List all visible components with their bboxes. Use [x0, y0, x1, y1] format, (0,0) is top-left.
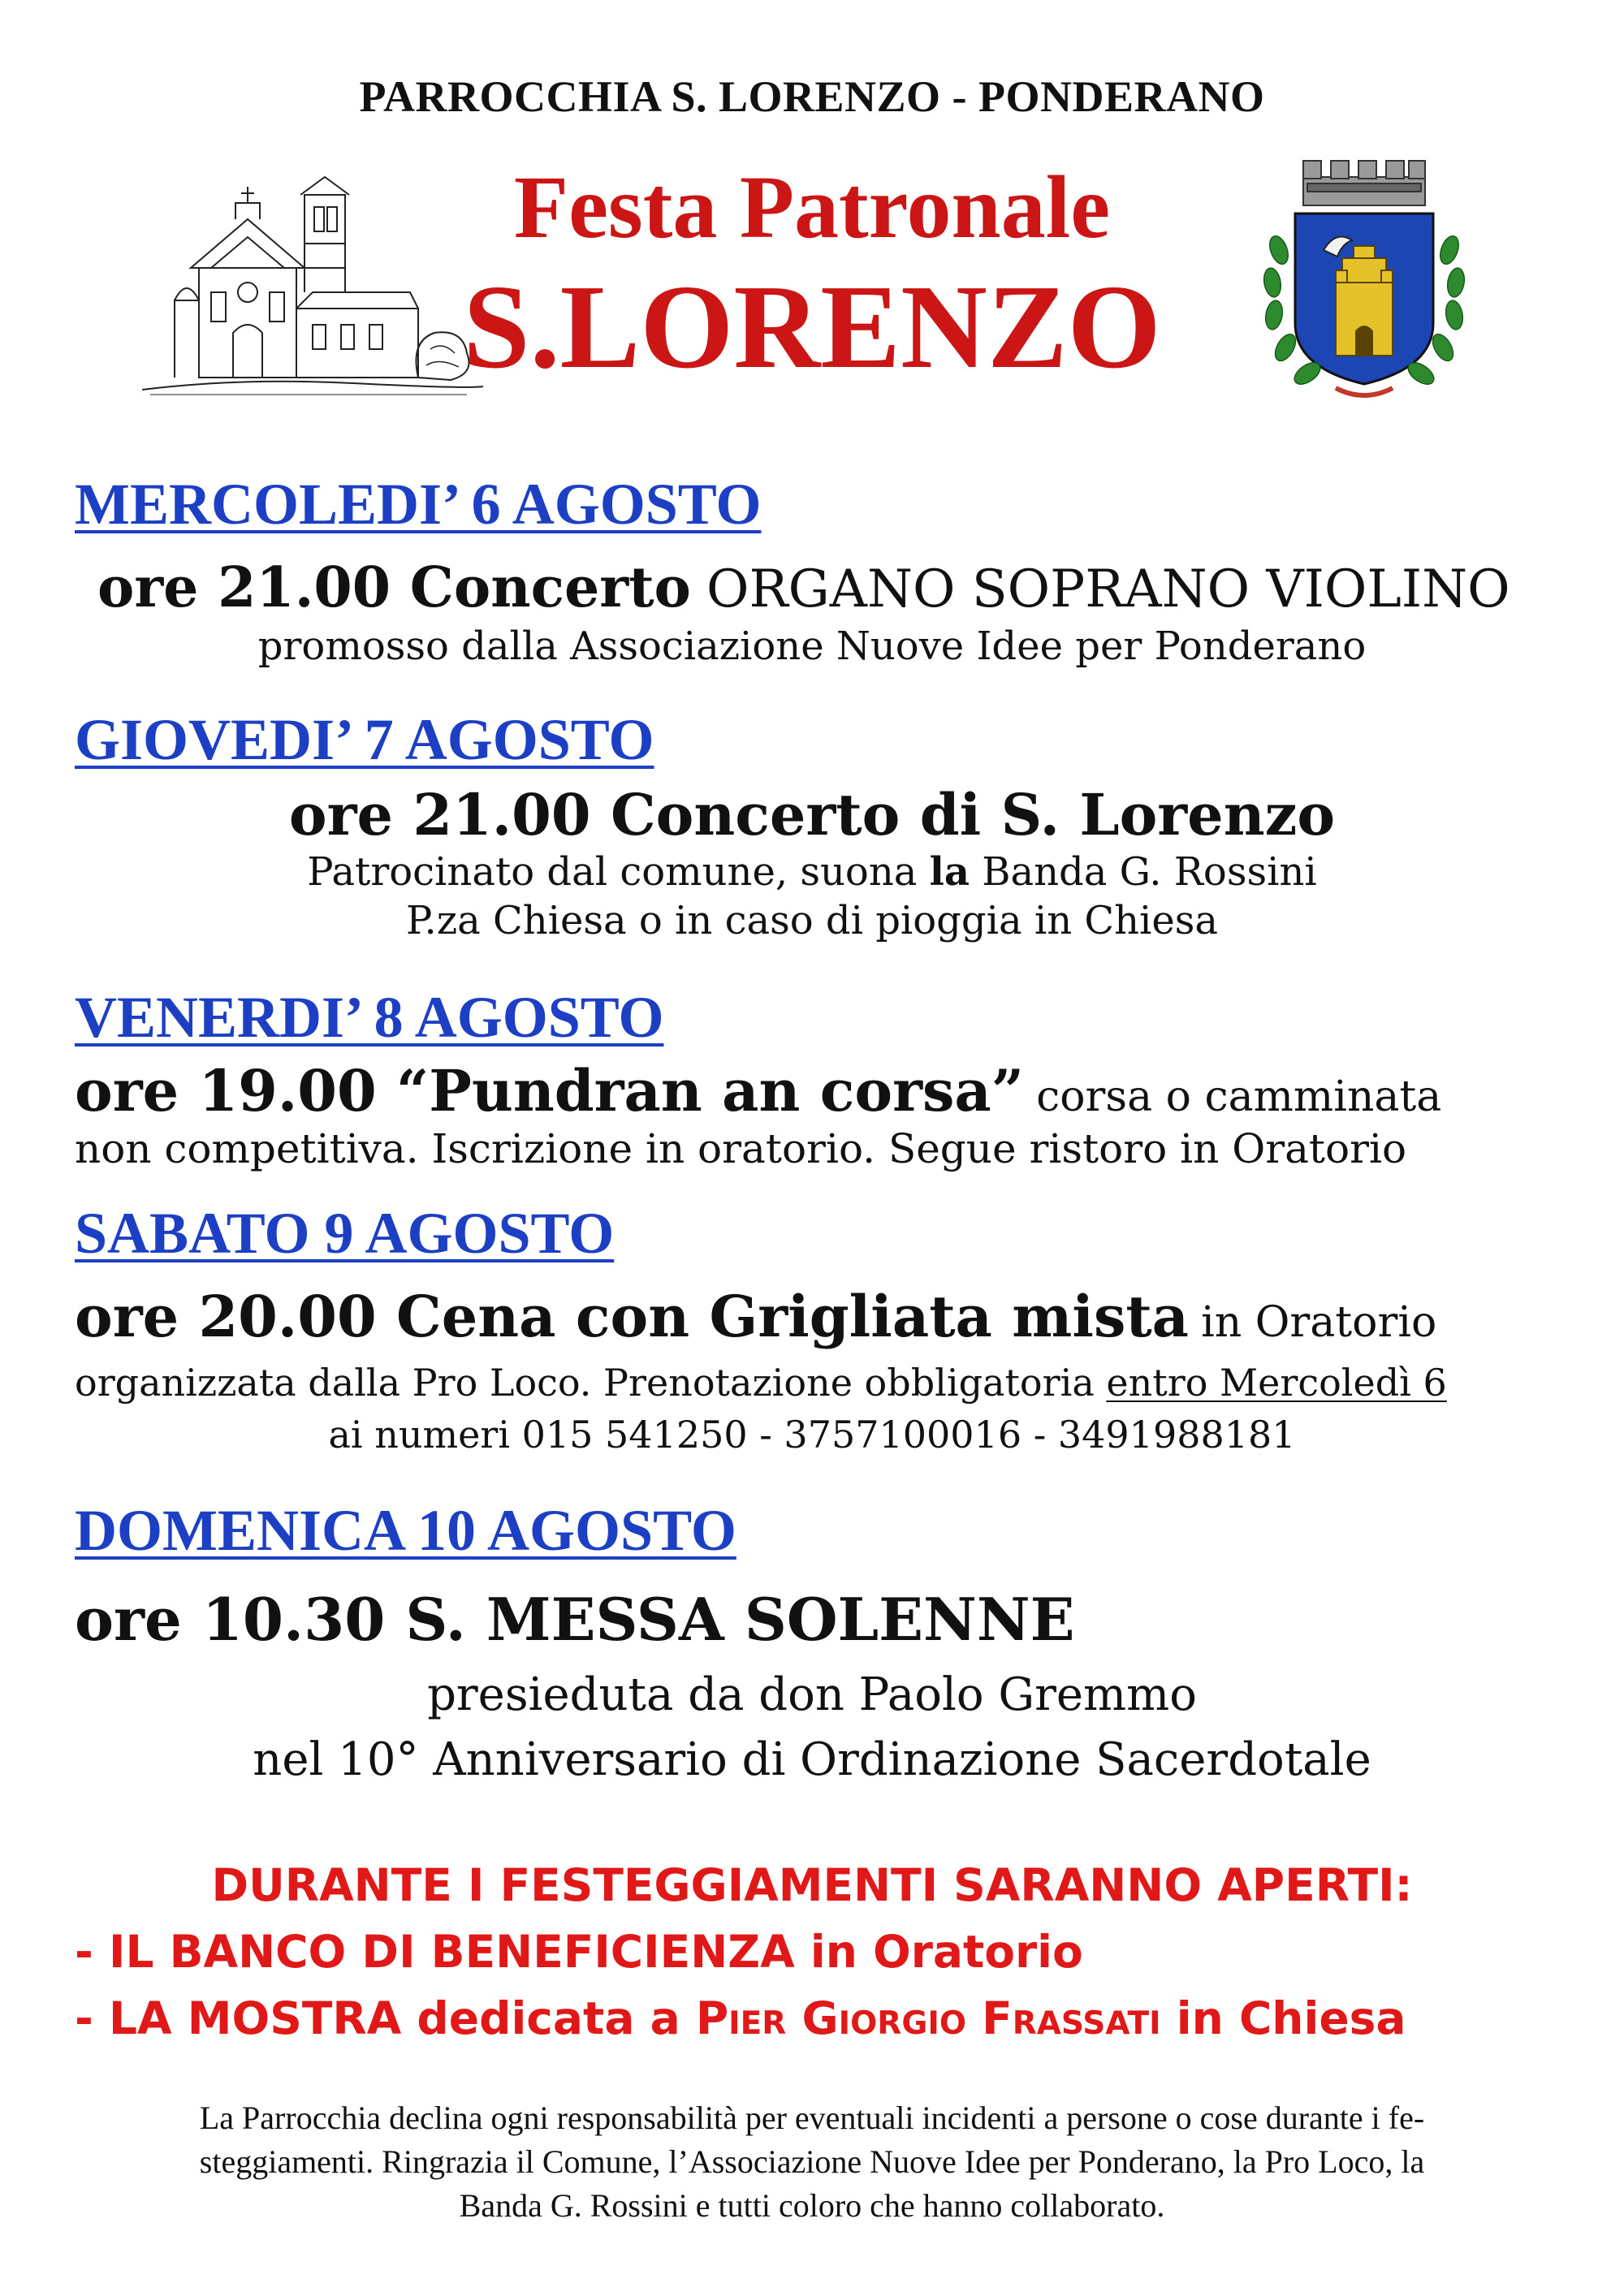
- event-detail: ORGANO SOPRANO VIOLINO: [706, 559, 1510, 619]
- event-title: ore 20.00 Cena con Grigliata mista: [75, 1283, 1190, 1350]
- event-saturday: [75, 1283, 1436, 1350]
- parish-name: PARROCCHIA S. LORENZO - PONDERANO: [359, 72, 1265, 121]
- subline-underlined: entro Mercoledì 6: [1106, 1361, 1447, 1405]
- event-thursday-subline: [0, 849, 1624, 895]
- notice-part: - LA MOSTRA dedicata a: [75, 1992, 696, 2044]
- day-heading-thursday: GIOVEDI’ 7 AGOSTO: [75, 707, 654, 772]
- subline-part: organizzata dalla Pro Loco. Prenotazione obbligatoria: [75, 1361, 1107, 1405]
- footer-line: Banda G. Rossini e tutti coloro che hanno collaborato.: [459, 2187, 1165, 2224]
- day-heading-sunday: DOMENICA 10 AGOSTO: [75, 1498, 736, 1563]
- footer-disclaimer: [81, 2096, 1543, 2228]
- event-title: ore 19.00 “Pundran an corsa”: [75, 1057, 1025, 1124]
- subline-part: Banda G. Rossini: [969, 849, 1317, 895]
- event-saturday-subline: [75, 1361, 1447, 1405]
- event-detail: in Oratorio: [1201, 1298, 1437, 1347]
- notice-item-banco: - IL BANCO DI BENEFICIENZA in Oratorio: [75, 1926, 1083, 1978]
- day-heading-saturday: SABATO 9 AGOSTO: [75, 1201, 615, 1266]
- notice-item-mostra: [75, 1992, 1406, 2044]
- event-subline: promosso dalla Associazione Nuove Idee per Ponderano: [257, 624, 1367, 669]
- notice-name: Pier Giorgio Frassati: [695, 1992, 1161, 2044]
- notice-part: in Chiesa: [1160, 1992, 1406, 2044]
- event-saturday-phones: ai numeri 015 541250 - 3757100016 - 3491988181: [328, 1413, 1296, 1457]
- footer-line: steggiamenti. Ringrazia il Comune, l’Associazione Nuove Idee per Ponderano, la Pro Loco, la: [199, 2143, 1425, 2180]
- event-sunday-anniversary: nel 10° Anniversario di Ordinazione Sacerdotale: [253, 1733, 1371, 1786]
- event-sunday-subline: presieduta da don Paolo Gremmo: [427, 1668, 1197, 1721]
- event-thursday-location: P.za Chiesa o in caso di pioggia in Chiesa: [405, 898, 1219, 943]
- event-friday-subline: non competitiva. Iscrizione in oratorio. Segue ristoro in Oratorio: [75, 1125, 1407, 1172]
- saint-title: S.LORENZO: [463, 261, 1161, 394]
- footer-line: La Parrocchia declina ogni responsabilità per eventuali incidenti a persone o cose durante i fe-: [199, 2100, 1425, 2136]
- event-title: ore 21.00 Concerto: [97, 555, 691, 620]
- day-heading-wednesday: MERCOLEDI’ 6 AGOSTO: [75, 472, 762, 537]
- notice-title: DURANTE I FESTEGGIAMENTI SARANNO APERTI:: [211, 1859, 1413, 1911]
- event-sunday-title: ore 10.30 S. MESSA SOLENNE: [75, 1585, 1075, 1654]
- day-heading-friday: VENERDI’ 8 AGOSTO: [75, 985, 664, 1050]
- festa-title: Festa Patronale: [513, 158, 1111, 257]
- subline-part: Patrocinato dal comune, suona: [307, 849, 930, 895]
- event-friday: [75, 1057, 1441, 1124]
- subline-bold: la: [929, 849, 970, 895]
- event-wednesday: [97, 555, 1510, 620]
- event-detail: corsa o camminata: [1036, 1072, 1442, 1121]
- event-thursday-title: ore 21.00 Concerto di S. Lorenzo: [288, 781, 1336, 848]
- coat-of-arms: [1246, 145, 1482, 412]
